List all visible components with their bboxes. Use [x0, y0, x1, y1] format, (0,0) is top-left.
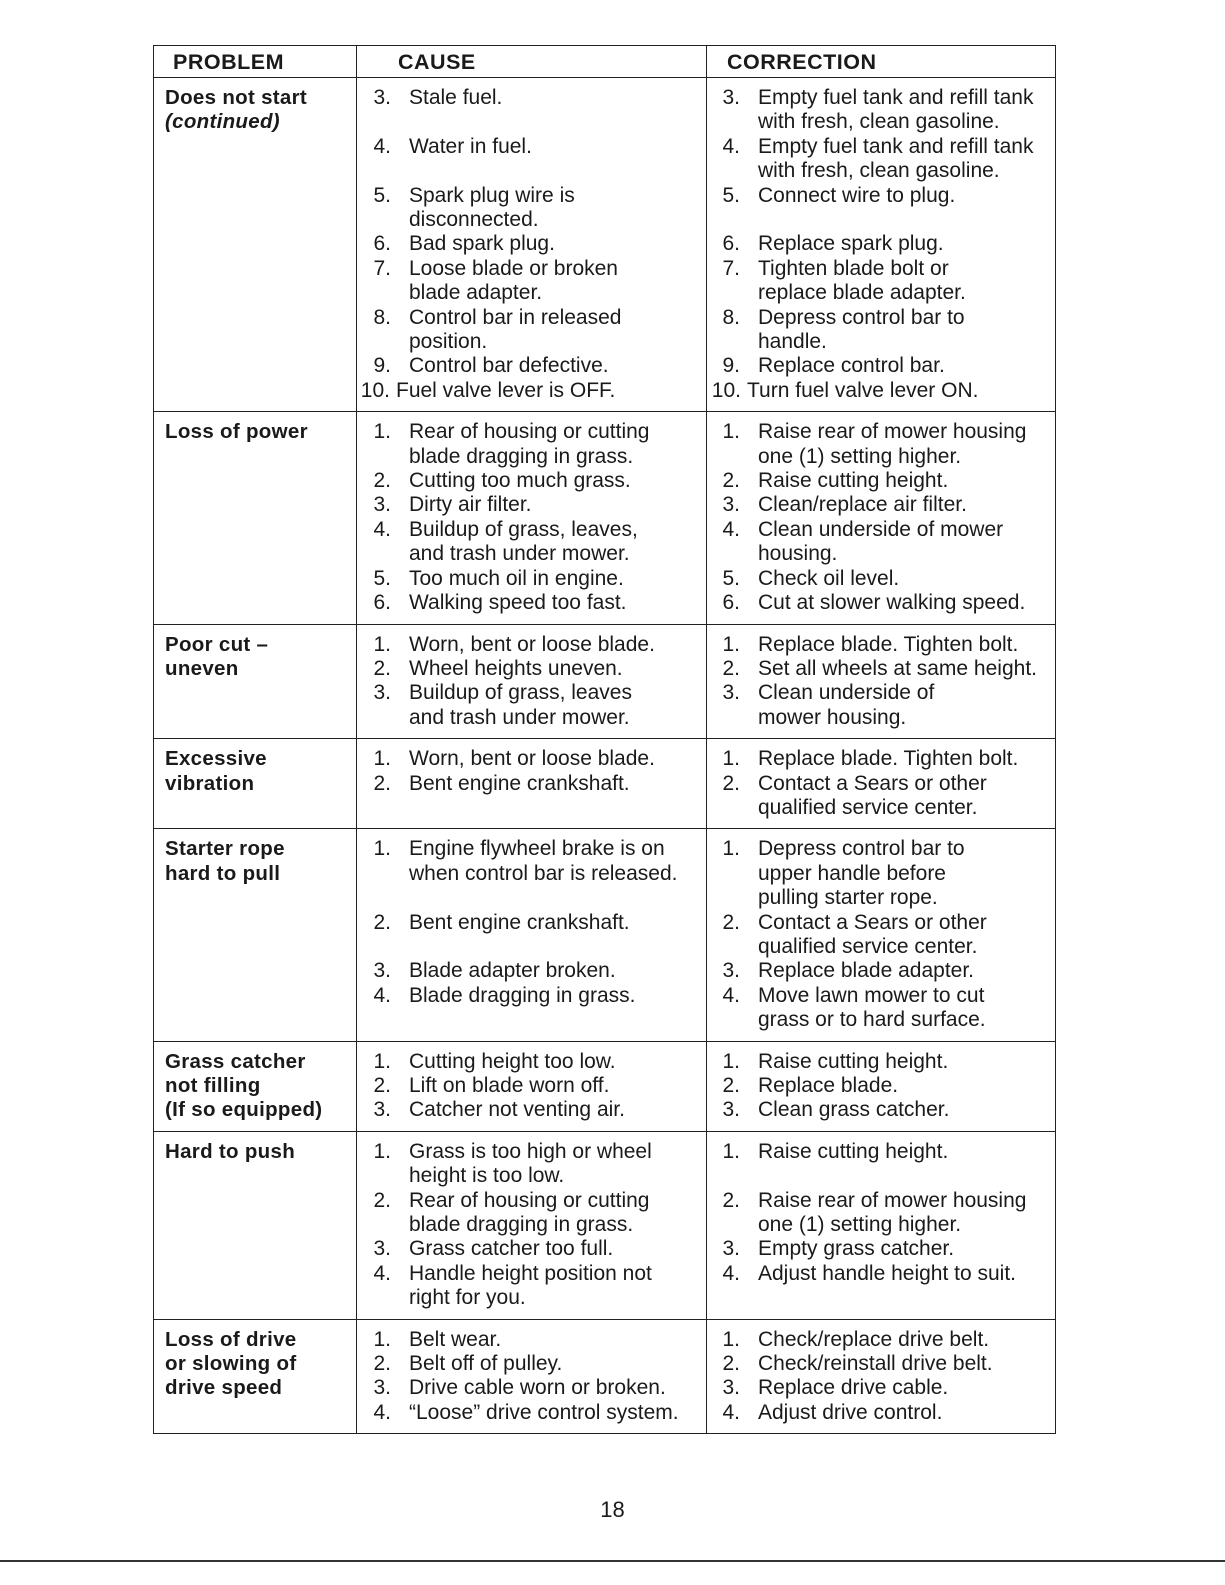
- correction-item: [707, 911, 1055, 960]
- cause-cell: [357, 1320, 707, 1434]
- cause-item-number: 5.: [373, 566, 391, 590]
- cause-item-number: 10.: [360, 378, 390, 402]
- problem-cell: [154, 1132, 357, 1320]
- header-problem: PROBLEM: [154, 46, 357, 78]
- cause-item: [357, 1189, 706, 1238]
- cause-item: [357, 86, 706, 110]
- correction-item-number: 1.: [722, 747, 740, 771]
- cause-item-number: 4.: [373, 983, 391, 1007]
- troubleshooting-table: [153, 45, 1056, 1434]
- problem-cell: [154, 412, 357, 624]
- cause-item-number: 8.: [373, 305, 391, 329]
- cause-item: [357, 493, 706, 517]
- correction-item-text: Replace drive cable.: [758, 1376, 949, 1400]
- correction-item: [707, 354, 1055, 378]
- cause-cell: [357, 412, 707, 624]
- cause-item: [357, 518, 706, 567]
- correction-item: [707, 1237, 1055, 1261]
- cause-item: [357, 567, 706, 591]
- cause-item-number: 2.: [373, 771, 391, 795]
- problem-text: Hard to push: [165, 1139, 296, 1163]
- correction-item: [707, 135, 1055, 184]
- correction-item-text: Adjust drive control.: [758, 1400, 943, 1424]
- cause-item-text: Rear of housing or cutting blade dragging in grass.: [409, 420, 650, 468]
- cause-item-number: 4.: [373, 1400, 391, 1424]
- cause-item: [357, 1262, 706, 1311]
- correction-item: [707, 1189, 1055, 1238]
- correction-item: [707, 681, 1055, 730]
- problem-text: Grass catcher: [165, 1049, 306, 1073]
- correction-item: [707, 1074, 1055, 1098]
- correction-cell: [707, 1320, 1055, 1434]
- spacer: [357, 886, 706, 910]
- cause-item-number: 2.: [373, 469, 391, 493]
- problem-cell: [154, 625, 357, 740]
- correction-cell: [707, 412, 1055, 624]
- correction-item-number: 1.: [722, 1139, 740, 1163]
- cause-item-number: 3.: [373, 681, 391, 705]
- problem-cell: [154, 1320, 357, 1434]
- cause-item-number: 3.: [373, 86, 391, 109]
- correction-item-text: Empty grass catcher.: [758, 1237, 955, 1261]
- cause-item-text: Cutting too much grass.: [409, 469, 631, 493]
- correction-item: [707, 772, 1055, 821]
- cause-item: [357, 1050, 706, 1074]
- correction-item-number: 4.: [722, 517, 740, 541]
- problem-text: Excessive: [165, 747, 267, 771]
- cause-item-number: 2.: [373, 656, 391, 680]
- correction-item-text: Raise rear of mower housing one (1) setting higher.: [758, 1188, 1027, 1237]
- correction-item: [707, 86, 1055, 135]
- correction-item: [707, 1262, 1055, 1286]
- problem-text: Starter rope: [165, 837, 285, 861]
- cause-item-number: 7.: [373, 256, 391, 280]
- cause-item-text: Water in fuel.: [409, 134, 532, 158]
- correction-item-text: Replace blade.: [758, 1074, 899, 1098]
- problem-text: Poor cut –: [165, 632, 269, 656]
- cause-item-number: 5.: [373, 183, 391, 207]
- correction-item-text: Empty fuel tank and refill tank with fresh, clean gasoline.: [758, 134, 1034, 183]
- correction-item-number: 5.: [722, 183, 740, 207]
- cause-item-text: Belt off of pulley.: [409, 1352, 563, 1376]
- cause-item-number: 1.: [373, 837, 391, 861]
- correction-item-number: 5.: [722, 566, 740, 590]
- cause-item-text: Blade dragging in grass.: [409, 983, 636, 1007]
- correction-item-text: Adjust handle height to suit.: [758, 1261, 1017, 1285]
- correction-item: [707, 984, 1055, 1033]
- cause-item-text: Stale fuel.: [409, 86, 503, 109]
- cause-item: [357, 772, 706, 796]
- cause-item: [357, 1376, 706, 1400]
- cause-item-number: 6.: [373, 232, 391, 256]
- problem-text: (If so equipped): [165, 1098, 323, 1122]
- cause-item: [357, 420, 706, 469]
- correction-item-number: 3.: [722, 681, 740, 705]
- correction-item: [707, 1352, 1055, 1376]
- cause-item-text: Rear of housing or cutting blade dragging in grass.: [409, 1188, 650, 1237]
- cause-item-number: 6.: [373, 591, 391, 615]
- cause-item-text: Fuel valve lever is OFF.: [396, 378, 616, 402]
- cause-item: [357, 681, 706, 730]
- correction-item-text: Empty fuel tank and refill tank with fresh, clean gasoline.: [758, 86, 1034, 134]
- cause-item-number: 1.: [373, 1049, 391, 1073]
- correction-item-number: 4.: [722, 134, 740, 158]
- correction-item: [707, 257, 1055, 306]
- cause-item: [357, 657, 706, 681]
- correction-item-number: 2.: [722, 1188, 740, 1212]
- spacer: [357, 935, 706, 959]
- cause-item-number: 1.: [373, 1327, 391, 1351]
- cause-item: [357, 911, 706, 935]
- correction-item: [707, 591, 1055, 615]
- header-cause: CAUSE: [357, 46, 707, 78]
- problem-note: (continued): [165, 110, 280, 134]
- cause-item-number: 1.: [373, 747, 391, 771]
- cause-item-number: 1.: [373, 1139, 391, 1163]
- cause-item: [357, 959, 706, 983]
- correction-item-text: Replace control bar.: [758, 354, 945, 378]
- cause-item-number: 3.: [373, 1237, 391, 1261]
- cause-item-text: Grass catcher too full.: [409, 1237, 614, 1261]
- correction-item: [707, 518, 1055, 567]
- cause-item: [357, 184, 706, 233]
- cause-cell: [357, 829, 707, 1041]
- correction-item-number: 3.: [722, 1376, 740, 1400]
- correction-item-text: Clean underside of mower housing.: [758, 517, 1004, 566]
- cause-item-text: Bent engine crankshaft.: [409, 771, 630, 795]
- correction-item-number: 4.: [722, 1400, 740, 1424]
- cause-item: [357, 591, 706, 615]
- correction-item-text: Raise cutting height.: [758, 469, 949, 493]
- correction-item-number: 1.: [722, 837, 740, 861]
- correction-item-number: 4.: [722, 983, 740, 1007]
- cause-item-number: 2.: [373, 1352, 391, 1376]
- correction-item-text: Check/replace drive belt.: [758, 1327, 990, 1351]
- cause-item-number: 3.: [373, 959, 391, 983]
- cause-item-text: Buildup of grass, leaves and trash under mower.: [409, 681, 632, 729]
- correction-item: [707, 1050, 1055, 1074]
- correction-item: [707, 379, 1055, 403]
- correction-item-text: Check/reinstall drive belt.: [758, 1352, 993, 1376]
- cause-item-text: Loose blade or broken blade adapter.: [409, 256, 618, 305]
- correction-item: [707, 1098, 1055, 1122]
- spacer: [357, 110, 706, 134]
- correction-item-number: 1.: [722, 420, 740, 444]
- correction-item-number: 2.: [722, 656, 740, 680]
- cause-cell: [357, 78, 707, 412]
- problem-text: Does not start: [165, 86, 308, 109]
- cause-item-text: Spark plug wire is disconnected.: [409, 183, 575, 231]
- cause-item-text: Worn, bent or loose blade.: [409, 747, 655, 771]
- correction-item-number: 2.: [722, 910, 740, 934]
- correction-item: [707, 837, 1055, 910]
- correction-item-text: Tighten blade bolt or replace blade adapter.: [758, 256, 966, 305]
- cause-cell: [357, 739, 707, 829]
- problem-text: drive speed: [165, 1376, 283, 1400]
- cause-item-text: Worn, bent or loose blade.: [409, 632, 655, 656]
- cause-item-text: Belt wear.: [409, 1327, 502, 1351]
- correction-item-text: Contact a Sears or other qualified service center.: [758, 910, 987, 958]
- cause-item: [357, 1328, 706, 1352]
- problem-text: not filling: [165, 1074, 261, 1098]
- correction-item-number: 3.: [722, 1098, 740, 1122]
- cause-item: [357, 633, 706, 657]
- cause-item: [357, 232, 706, 256]
- cause-item-text: Bent engine crankshaft.: [409, 910, 630, 934]
- cause-item: [357, 306, 706, 355]
- cause-item-text: Buildup of grass, leaves, and trash under mower.: [409, 517, 638, 566]
- correction-item: [707, 1376, 1055, 1400]
- cause-item-text: Engine flywheel brake is on when control bar is released.: [409, 837, 678, 885]
- correction-item-number: 1.: [722, 1049, 740, 1073]
- cause-item-text: Wheel heights uneven.: [409, 656, 623, 680]
- correction-item: [707, 306, 1055, 355]
- cause-item-text: Lift on blade worn off.: [409, 1074, 610, 1098]
- cause-item-text: Too much oil in engine.: [409, 566, 624, 590]
- correction-item-text: Clean underside of mower housing.: [758, 681, 935, 729]
- cause-item-text: Drive cable worn or broken.: [409, 1376, 666, 1400]
- cause-item-number: 1.: [373, 632, 391, 656]
- correction-item-text: Depress control bar to handle.: [758, 305, 965, 354]
- cause-cell: [357, 1042, 707, 1132]
- spacer: [707, 208, 1055, 232]
- correction-item-number: 1.: [722, 632, 740, 656]
- correction-item: [707, 747, 1055, 771]
- correction-item: [707, 1401, 1055, 1425]
- correction-cell: [707, 739, 1055, 829]
- correction-item-number: 3.: [722, 959, 740, 983]
- cause-item-number: 3.: [373, 493, 391, 517]
- cause-item: [357, 1352, 706, 1376]
- problem-text: hard to pull: [165, 861, 281, 885]
- correction-item-text: Replace blade. Tighten bolt.: [758, 632, 1019, 656]
- correction-item: [707, 1328, 1055, 1352]
- cause-item-text: Cutting height too low.: [409, 1049, 616, 1073]
- problem-text: vibration: [165, 771, 255, 795]
- correction-item: [707, 959, 1055, 983]
- cause-item-number: 1.: [373, 420, 391, 444]
- problem-cell: [154, 1042, 357, 1132]
- problem-text: Loss of drive: [165, 1327, 297, 1351]
- cause-item: [357, 135, 706, 159]
- correction-item: [707, 232, 1055, 256]
- problem-text: Loss of power: [165, 420, 308, 444]
- correction-item-number: 4.: [722, 1261, 740, 1285]
- correction-item-number: 3.: [722, 1237, 740, 1261]
- correction-item-text: Turn fuel valve lever ON.: [747, 378, 979, 402]
- correction-item-number: 2.: [722, 1352, 740, 1376]
- cause-item: [357, 379, 706, 403]
- correction-item-number: 9.: [722, 354, 740, 378]
- cause-item: [357, 837, 706, 886]
- problem-text: uneven: [165, 656, 239, 680]
- bottom-divider: [0, 1560, 1225, 1562]
- problem-cell: [154, 829, 357, 1041]
- correction-item-number: 6.: [722, 591, 740, 615]
- correction-item: [707, 420, 1055, 469]
- problem-cell: [154, 739, 357, 829]
- cause-cell: [357, 625, 707, 740]
- correction-item-number: 2.: [722, 771, 740, 795]
- cause-item-number: 2.: [373, 1074, 391, 1098]
- cause-item-text: Catcher not venting air.: [409, 1098, 625, 1122]
- cause-item-text: Control bar in released position.: [409, 305, 622, 354]
- cause-item-text: Blade adapter broken.: [409, 959, 616, 983]
- correction-item-text: Set all wheels at same height.: [758, 656, 1037, 680]
- spacer: [707, 1164, 1055, 1188]
- correction-item: [707, 493, 1055, 517]
- cause-item: [357, 354, 706, 378]
- cause-item-text: Dirty air filter.: [409, 493, 532, 517]
- cause-item: [357, 1401, 706, 1425]
- cause-item-number: 4.: [373, 134, 391, 158]
- cause-item: [357, 984, 706, 1008]
- cause-item: [357, 469, 706, 493]
- correction-cell: [707, 625, 1055, 740]
- correction-item-text: Raise cutting height.: [758, 1139, 949, 1163]
- correction-item-text: Clean/replace air filter.: [758, 493, 967, 517]
- correction-item: [707, 1140, 1055, 1164]
- problem-cell: [154, 78, 357, 412]
- cause-item-number: 2.: [373, 910, 391, 934]
- cause-item-text: “Loose” drive control system.: [409, 1400, 679, 1424]
- correction-item-text: Move lawn mower to cut grass or to hard surface.: [758, 983, 986, 1032]
- correction-item-number: 8.: [722, 305, 740, 329]
- correction-item-text: Check oil level.: [758, 566, 900, 590]
- cause-item-text: Handle height position not right for you.: [409, 1261, 652, 1310]
- correction-item-text: Cut at slower walking speed.: [758, 591, 1026, 615]
- cause-item: [357, 1237, 706, 1261]
- table-grid: [154, 46, 1055, 1433]
- cause-item: [357, 1098, 706, 1122]
- cause-item-number: 2.: [373, 1188, 391, 1212]
- correction-item-number: 1.: [722, 1327, 740, 1351]
- cause-item-number: 4.: [373, 1261, 391, 1285]
- cause-item-number: 3.: [373, 1098, 391, 1122]
- cause-item-text: Grass is too high or wheel height is too low.: [409, 1139, 652, 1188]
- cause-item-text: Bad spark plug.: [409, 232, 555, 256]
- correction-cell: [707, 829, 1055, 1041]
- correction-item-number: 2.: [722, 1074, 740, 1098]
- correction-item-text: Depress control bar to upper handle before pulling starter rope.: [758, 837, 965, 910]
- correction-item-text: Replace blade adapter.: [758, 959, 974, 983]
- correction-cell: [707, 1132, 1055, 1320]
- cause-item-number: 3.: [373, 1376, 391, 1400]
- page-number: 18: [600, 1497, 625, 1522]
- correction-item-number: 6.: [722, 232, 740, 256]
- cause-item: [357, 1074, 706, 1098]
- correction-item-number: 3.: [722, 493, 740, 517]
- cause-item-text: Walking speed too fast.: [409, 591, 627, 615]
- correction-cell: [707, 1042, 1055, 1132]
- correction-item-text: Contact a Sears or other qualified service center.: [758, 771, 987, 819]
- cause-item-number: 4.: [373, 517, 391, 541]
- cause-item-number: 9.: [373, 354, 391, 378]
- correction-item: [707, 567, 1055, 591]
- spacer: [357, 159, 706, 183]
- header-correction: CORRECTION: [707, 46, 1055, 78]
- correction-item-number: 3.: [722, 86, 740, 109]
- correction-item-number: 2.: [722, 469, 740, 493]
- correction-item-text: Replace spark plug.: [758, 232, 944, 256]
- correction-item-text: Raise cutting height.: [758, 1049, 949, 1073]
- cause-item: [357, 1140, 706, 1189]
- cause-cell: [357, 1132, 707, 1320]
- cause-item-text: Control bar defective.: [409, 354, 609, 378]
- correction-item: [707, 657, 1055, 681]
- correction-item-text: Replace blade. Tighten bolt.: [758, 747, 1019, 771]
- correction-cell: [707, 78, 1055, 412]
- correction-item: [707, 633, 1055, 657]
- correction-item-number: 7.: [722, 256, 740, 280]
- correction-item-text: Connect wire to plug.: [758, 183, 956, 207]
- correction-item: [707, 469, 1055, 493]
- cause-item: [357, 747, 706, 771]
- correction-item-text: Clean grass catcher.: [758, 1098, 950, 1122]
- cause-item: [357, 257, 706, 306]
- correction-item-number: 10.: [711, 378, 741, 402]
- problem-text: or slowing of: [165, 1352, 297, 1376]
- correction-item: [707, 184, 1055, 208]
- correction-item-text: Raise rear of mower housing one (1) setting higher.: [758, 420, 1027, 468]
